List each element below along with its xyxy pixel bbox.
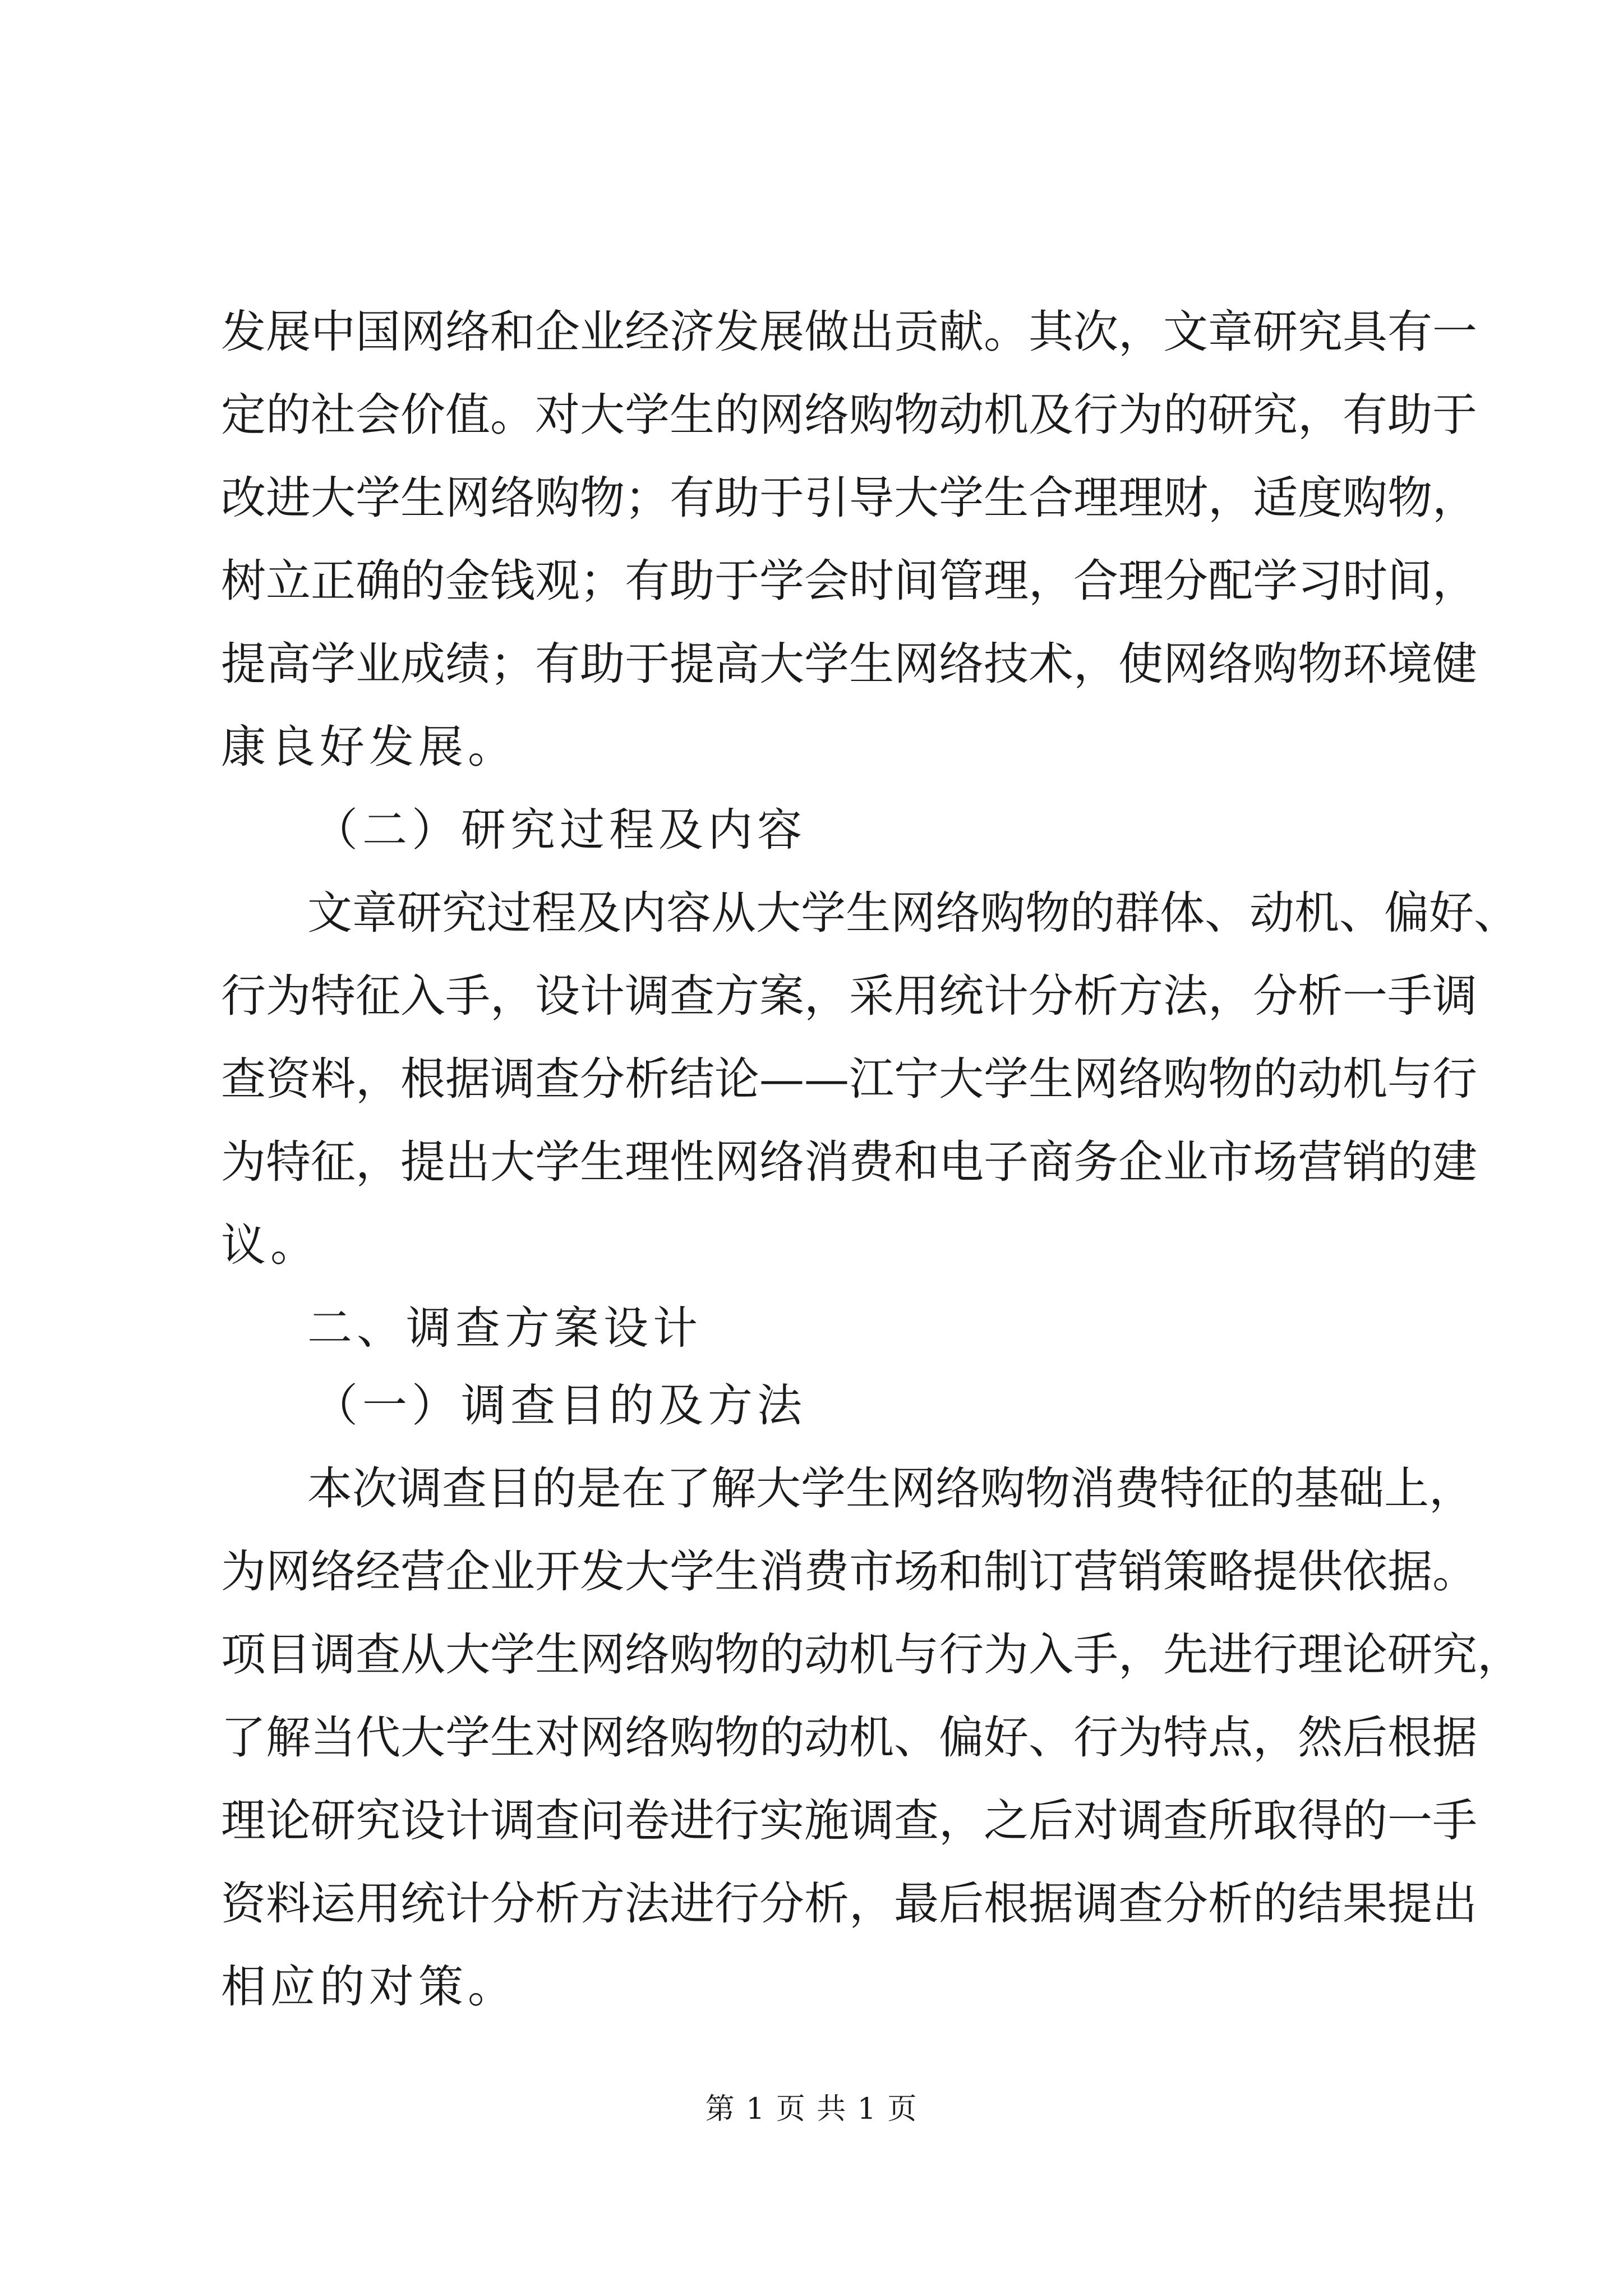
paragraph-3-line-1: 本次调查目的是在了解大学生网络购物消费特征的基础上， [307,1462,1474,1515]
paragraph-3-line-7: 相应的对策。 [221,1961,517,2013]
page-number-footer: 第 1 页 共 1 页 [705,2092,918,2126]
paragraph-2-line-1: 文章研究过程及内容从大学生网络购物的群体、动机、偏好、 [307,887,1519,939]
paragraph-1-line-6: 康良好发展。 [221,721,517,773]
paragraph-2-line-3: 查资料，根据调查分析结论——江宁大学生网络购物的动机与行 [221,1053,1477,1105]
paragraph-3-line-2: 为网络经营企业开发大学生消费市场和制订营销策略提供依据。 [221,1545,1477,1598]
paragraph-3-line-3: 项目调查从大学生网络购物的动机与行为入手，先进行理论研究， [221,1628,1522,1681]
heading-survey-purpose: （一）调查目的及方法 [313,1379,806,1432]
paragraph-1-line-2: 定的社会价值。对大学生的网络购物动机及行为的研究，有助于 [221,389,1477,441]
heading-research-process: （二）研究过程及内容 [313,804,806,856]
paragraph-1-line-5: 提高学业成绩；有助于提高大学生网络技术，使网络购物环境健 [221,638,1477,690]
paragraph-3-line-5: 理论研究设计调查问卷进行实施调查，之后对调查所取得的一手 [221,1795,1477,1847]
paragraph-3-line-6: 资料运用统计分析方法进行分析，最后根据调查分析的结果提出 [221,1878,1477,1930]
paragraph-2-line-5: 议。 [221,1219,320,1271]
paragraph-2-line-4: 为特征，提出大学生理性网络消费和电子商务企业市场营销的建 [221,1136,1477,1188]
paragraph-1-line-3: 改进大学生网络购物；有助于引导大学生合理理财，适度购物， [221,472,1477,524]
paragraph-3-line-4: 了解当代大学生对网络购物的动机、偏好、行为特点，然后根据 [221,1711,1477,1764]
paragraph-1-line-4: 树立正确的金钱观；有助于学会时间管理，合理分配学习时间， [221,555,1477,607]
paragraph-1-line-1: 发展中国网络和企业经济发展做出贡献。其次，文章研究具有一 [221,306,1477,358]
paragraph-2-line-2: 行为特征入手，设计调查方案，采用统计分析方法，分析一手调 [221,970,1477,1022]
heading-survey-design: 二、调查方案设计 [307,1302,702,1354]
